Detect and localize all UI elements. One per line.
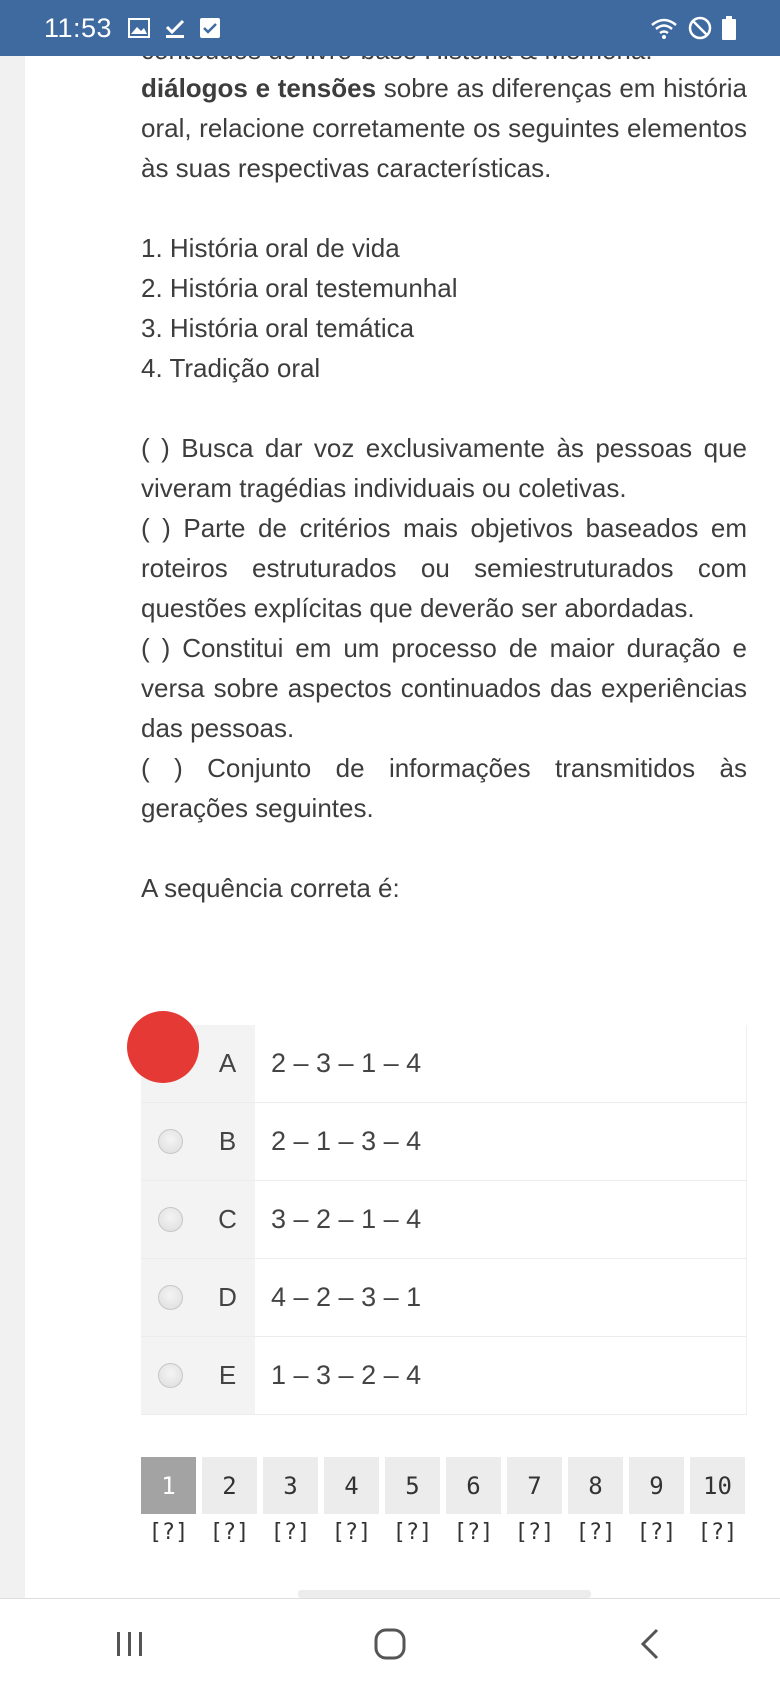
- page-item: [141, 1457, 196, 1545]
- option-text: 2 – 3 – 1 – 4: [255, 1025, 747, 1102]
- page-status: [?]: [392, 1520, 433, 1545]
- option-b[interactable]: [141, 1103, 747, 1181]
- option-letter: E: [200, 1337, 255, 1414]
- page-button[interactable]: 7: [507, 1457, 562, 1514]
- option-text: 3 – 2 – 1 – 4: [255, 1181, 747, 1258]
- option-radio-cell: [141, 1025, 200, 1102]
- page-item: [385, 1457, 440, 1545]
- page-status: [?]: [636, 1520, 677, 1545]
- list-item: 2. História oral testemunhal: [141, 273, 458, 303]
- answer-options: [141, 1025, 747, 1415]
- system-nav-bar: [0, 1598, 780, 1689]
- option-text: 2 – 1 – 3 – 4: [255, 1103, 747, 1180]
- page-item: [446, 1457, 501, 1545]
- question-pagination: [141, 1457, 747, 1545]
- question-prompt: A sequência correta é:: [141, 873, 400, 903]
- back-icon[interactable]: [610, 1614, 690, 1674]
- radio-icon[interactable]: [158, 1285, 183, 1310]
- page-status: [?]: [270, 1520, 311, 1545]
- question-item: ( ) Busca dar voz exclusivamente às pessoas que viveram tragédias individuais ou coletivas.: [141, 433, 747, 503]
- question-intro: [141, 68, 747, 188]
- question-items: [141, 428, 747, 828]
- option-radio-cell: [141, 1259, 200, 1336]
- option-letter: D: [200, 1259, 255, 1336]
- option-e[interactable]: [141, 1337, 747, 1415]
- radio-icon[interactable]: [158, 1363, 183, 1388]
- page-status: [?]: [453, 1520, 494, 1545]
- option-radio-cell: [141, 1181, 200, 1258]
- recent-apps-icon[interactable]: [90, 1614, 170, 1674]
- list-item: 1. História oral de vida: [141, 233, 400, 263]
- page-button[interactable]: 8: [568, 1457, 623, 1514]
- list-item: 3. História oral temática: [141, 313, 415, 343]
- question-item: ( ) Conjunto de informações transmitidos às gerações seguintes.: [141, 753, 747, 823]
- question-list: [141, 228, 747, 388]
- option-a[interactable]: [141, 1025, 747, 1103]
- do-not-disturb-icon: [688, 16, 712, 40]
- radio-icon[interactable]: [158, 1207, 183, 1232]
- option-text: 4 – 2 – 3 – 1: [255, 1259, 747, 1336]
- page-status: [?]: [209, 1520, 250, 1545]
- option-text: 1 – 3 – 2 – 4: [255, 1337, 747, 1414]
- page-item: [568, 1457, 623, 1545]
- page-item: [202, 1457, 257, 1545]
- page-status: [?]: [148, 1520, 189, 1545]
- page-status: [?]: [331, 1520, 372, 1545]
- status-system-icons: [650, 16, 736, 40]
- home-icon[interactable]: [350, 1614, 430, 1674]
- download-done-icon: [164, 17, 186, 39]
- question-item: ( ) Parte de critérios mais objetivos baseados em roteiros estruturados ou semiestruturados com questões explícitas que deverão ser abordadas.: [141, 513, 747, 623]
- page-item: [629, 1457, 684, 1545]
- radio-icon[interactable]: [158, 1129, 183, 1154]
- battery-icon: [722, 16, 736, 40]
- scroll-indicator: [298, 1590, 591, 1598]
- list-item: 4. Tradição oral: [141, 353, 321, 383]
- page-item: [690, 1457, 745, 1545]
- page-item: [263, 1457, 318, 1545]
- status-bar: [0, 0, 780, 56]
- option-d[interactable]: [141, 1259, 747, 1337]
- selected-radio-icon[interactable]: [127, 1011, 199, 1083]
- question-intro-bold: diálogos e tensões: [141, 73, 377, 103]
- page-item: [324, 1457, 379, 1545]
- question-content: [141, 56, 747, 908]
- page-button[interactable]: 4: [324, 1457, 379, 1514]
- option-radio-cell: [141, 1337, 200, 1414]
- option-letter: C: [200, 1181, 255, 1258]
- option-letter: B: [200, 1103, 255, 1180]
- question-partial-line: [141, 56, 747, 68]
- question-item: ( ) Constitui em um processo de maior duração e versa sobre aspectos continuados das experiências das pessoas.: [141, 633, 747, 743]
- left-gutter: [0, 56, 25, 1598]
- page-status: [?]: [575, 1520, 616, 1545]
- page-button[interactable]: 9: [629, 1457, 684, 1514]
- page-button[interactable]: 3: [263, 1457, 318, 1514]
- question-intro-text: sobre as diferenças em história oral, relacione corretamente os seguintes elementos às suas respectivas características.: [141, 73, 747, 183]
- option-letter: A: [200, 1025, 255, 1102]
- page-button-active[interactable]: 1: [141, 1457, 196, 1514]
- page-status: [?]: [697, 1520, 738, 1545]
- page-status: [?]: [514, 1520, 555, 1545]
- page-button[interactable]: 2: [202, 1457, 257, 1514]
- page-item: [507, 1457, 562, 1545]
- option-radio-cell: [141, 1103, 200, 1180]
- page-button[interactable]: 5: [385, 1457, 440, 1514]
- checkbox-icon: [200, 18, 220, 38]
- page-button[interactable]: 10: [690, 1457, 745, 1514]
- option-c[interactable]: [141, 1181, 747, 1259]
- wifi-icon: [650, 17, 678, 39]
- image-icon: [128, 18, 150, 38]
- status-time: 11:53: [44, 12, 113, 43]
- status-notification-icons: [128, 17, 220, 39]
- page-button[interactable]: 6: [446, 1457, 501, 1514]
